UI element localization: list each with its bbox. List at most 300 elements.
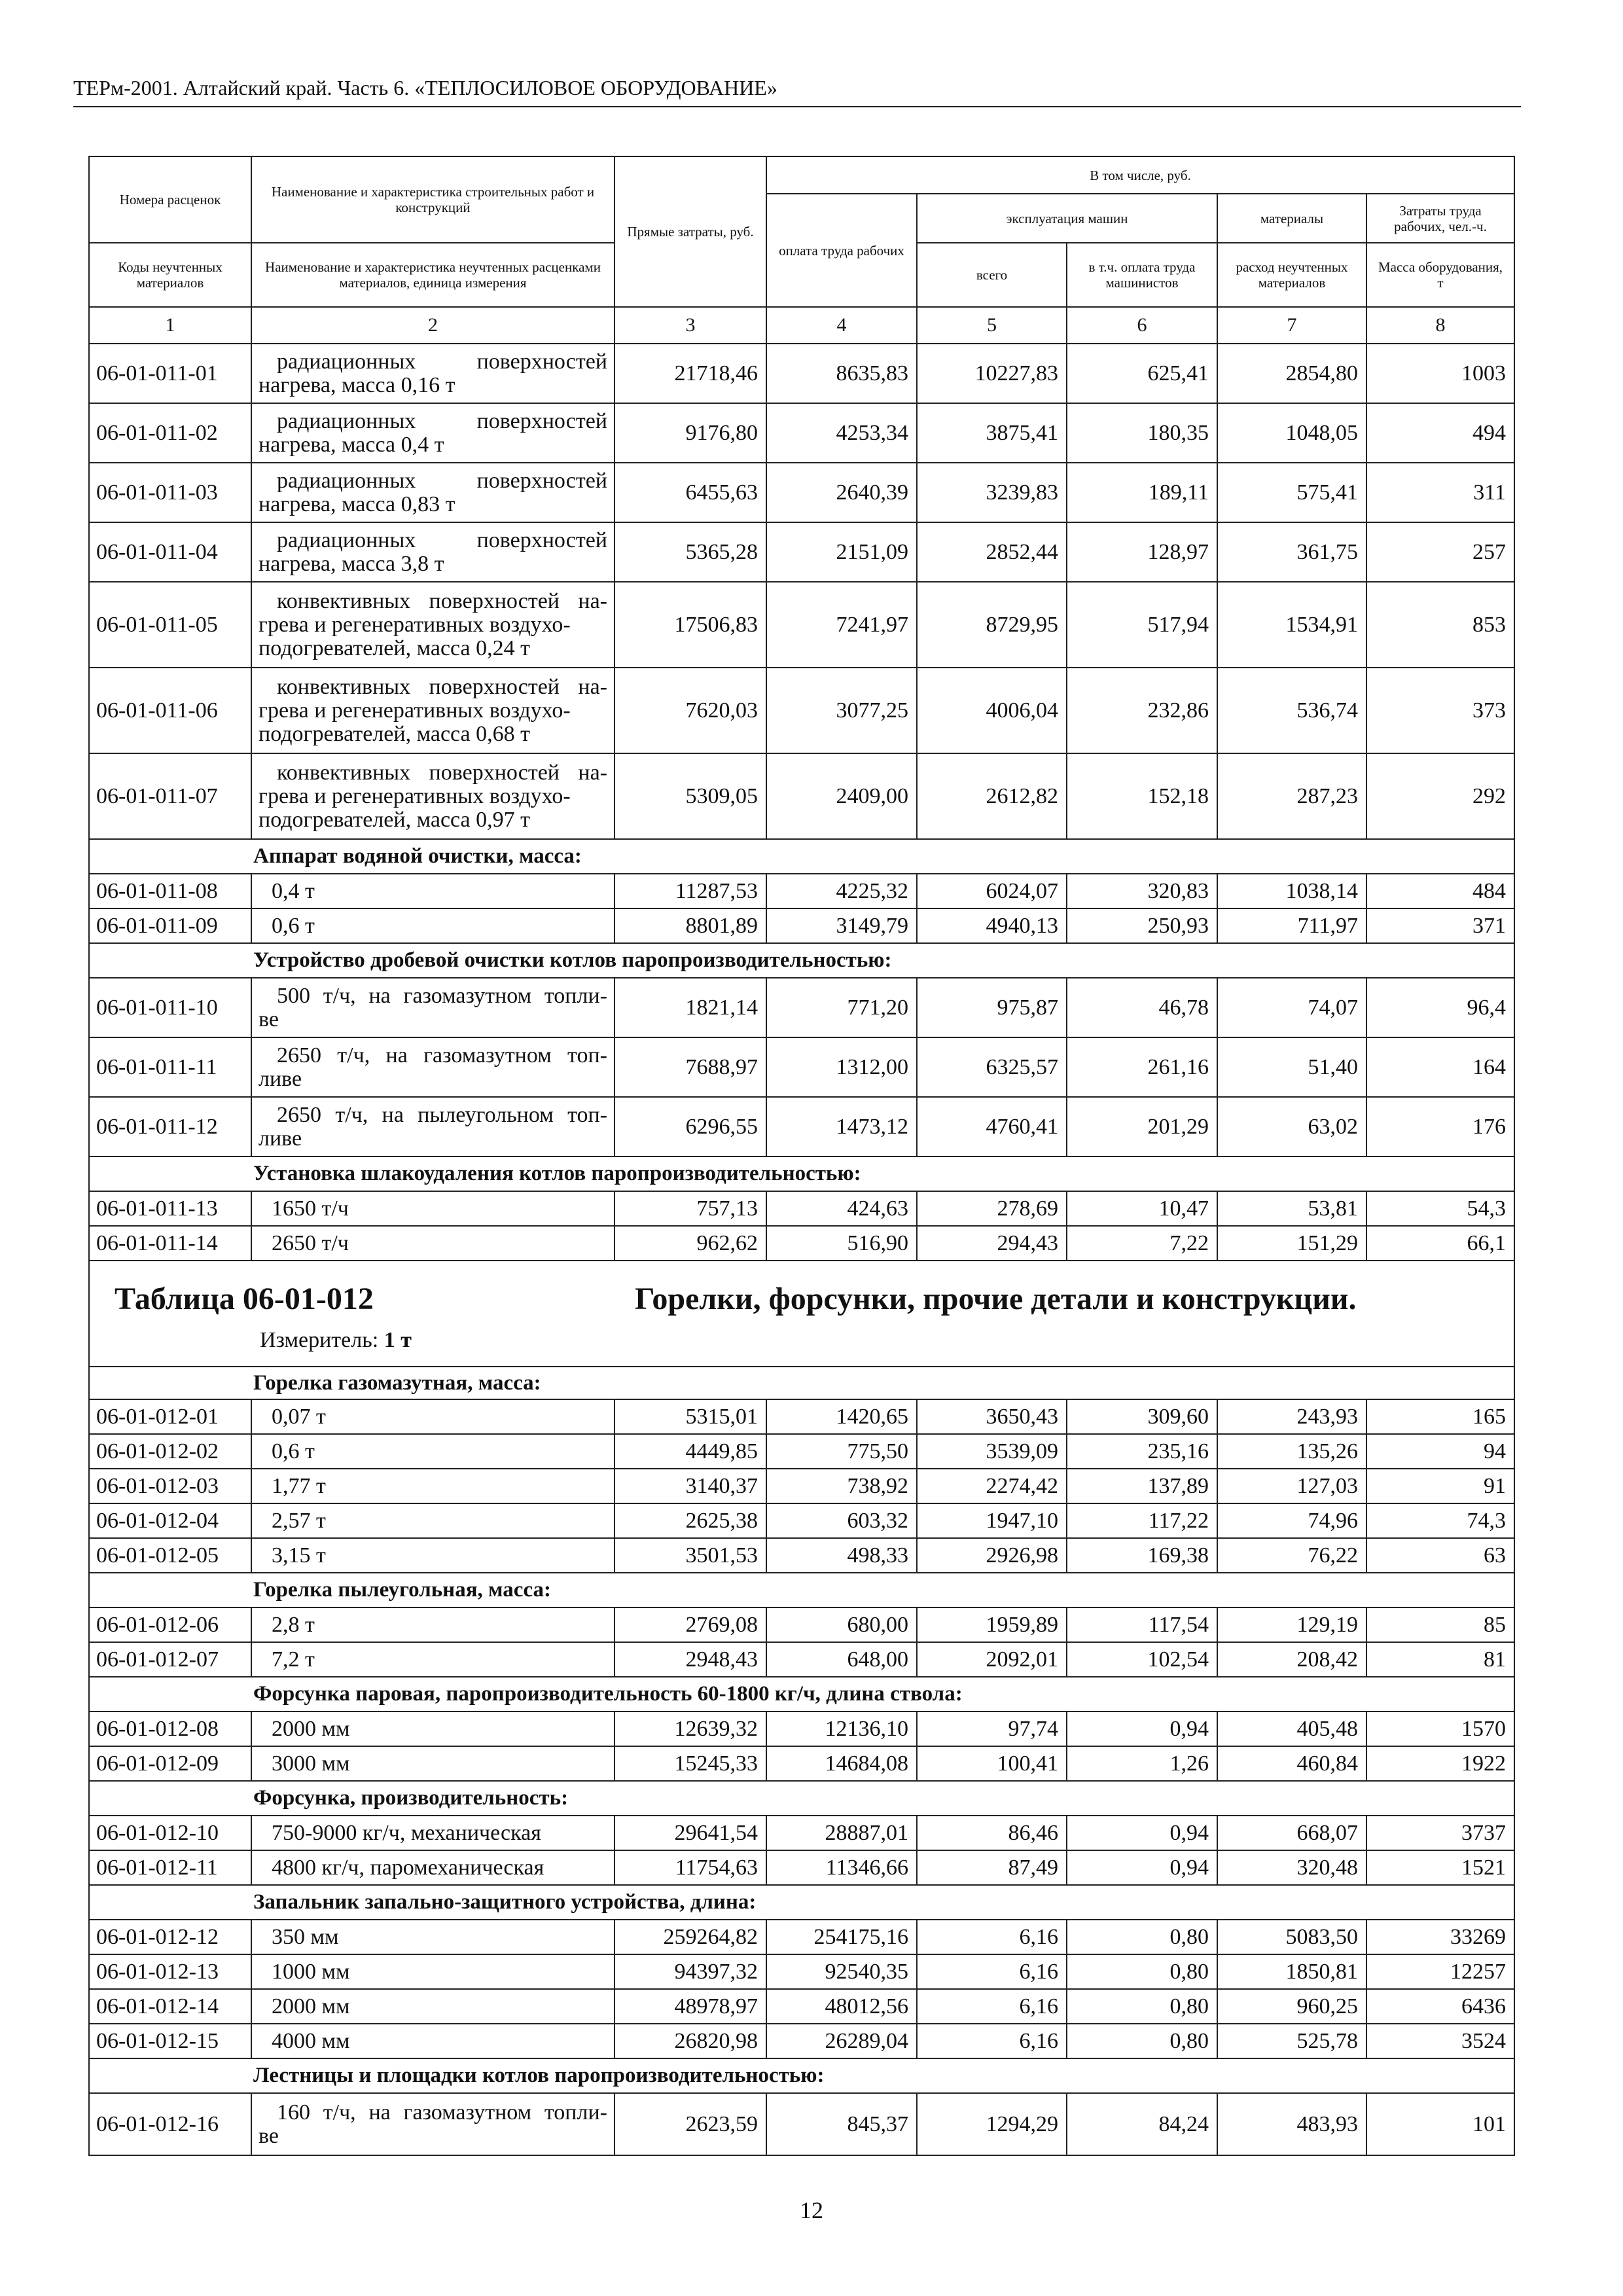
rate-name: 0,07 т bbox=[251, 1399, 615, 1434]
rate-name: 0,6 т bbox=[251, 1434, 615, 1469]
rate-code: 06-01-012-12 bbox=[89, 1920, 251, 1954]
rate-code: 06-01-012-07 bbox=[89, 1642, 251, 1677]
cell-value: 63,02 bbox=[1217, 1097, 1366, 1157]
cell-value: 309,60 bbox=[1067, 1399, 1217, 1434]
rate-name-line: конвективных поверхностей на- bbox=[277, 588, 607, 613]
header-material-names: Наименование и характеристика неучтенных расценками материалов, единица измерения bbox=[251, 243, 615, 307]
rate-code: 06-01-011-08 bbox=[89, 874, 251, 908]
cell-value: 0,94 bbox=[1067, 1712, 1217, 1746]
cell-value: 603,32 bbox=[766, 1503, 917, 1538]
group-heading: Установка шлакоудаления котлов паропроизводительностью: bbox=[89, 1157, 1514, 1191]
header-machines-total: всего bbox=[917, 243, 1067, 307]
cell-value: 26820,98 bbox=[615, 2024, 766, 2058]
col-number: 8 bbox=[1366, 307, 1514, 344]
cell-value: 6024,07 bbox=[917, 874, 1067, 908]
cell-value: 0,94 bbox=[1067, 1816, 1217, 1850]
cell-value: 373 bbox=[1366, 668, 1514, 753]
cell-value: 292 bbox=[1366, 753, 1514, 839]
cell-value: 4006,04 bbox=[917, 668, 1067, 753]
rate-name bbox=[251, 522, 615, 582]
table-row bbox=[89, 1434, 1514, 1469]
cell-value: 7,22 bbox=[1067, 1226, 1217, 1261]
table-row bbox=[89, 908, 1514, 943]
header-machinists-pay: в т.ч. оплата труда машинистов bbox=[1067, 243, 1217, 307]
rate-code: 06-01-011-02 bbox=[89, 403, 251, 463]
cell-value: 81 bbox=[1366, 1642, 1514, 1677]
cell-value: 91 bbox=[1366, 1469, 1514, 1503]
cell-value: 151,29 bbox=[1217, 1226, 1366, 1261]
cell-value: 6436 bbox=[1366, 1989, 1514, 2024]
cell-value: 625,41 bbox=[1067, 344, 1217, 403]
table-row bbox=[89, 1816, 1514, 1850]
cell-value: 5083,50 bbox=[1217, 1920, 1366, 1954]
rate-code: 06-01-012-15 bbox=[89, 2024, 251, 2058]
cell-value: 845,37 bbox=[766, 2093, 917, 2155]
cell-value: 12257 bbox=[1366, 1954, 1514, 1989]
table-row bbox=[89, 1746, 1514, 1781]
cell-value: 516,90 bbox=[766, 1226, 917, 1261]
cell-value: 0,80 bbox=[1067, 1954, 1217, 1989]
cell-value: 1294,29 bbox=[917, 2093, 1067, 2155]
rates-table bbox=[88, 156, 1515, 2156]
col-number: 2 bbox=[251, 307, 615, 344]
cell-value: 1922 bbox=[1366, 1746, 1514, 1781]
cell-value: 10,47 bbox=[1067, 1191, 1217, 1226]
cell-value: 54,3 bbox=[1366, 1191, 1514, 1226]
cell-value: 66,1 bbox=[1366, 1226, 1514, 1261]
cell-value: 63 bbox=[1366, 1538, 1514, 1573]
rate-code: 06-01-011-12 bbox=[89, 1097, 251, 1157]
cell-value: 243,93 bbox=[1217, 1399, 1366, 1434]
rate-name-line: 2650 т/ч, на пылеугольном топ- bbox=[277, 1102, 607, 1127]
table-row bbox=[89, 1850, 1514, 1885]
cell-value: 26289,04 bbox=[766, 2024, 917, 2058]
col-number: 7 bbox=[1217, 307, 1366, 344]
table-row bbox=[89, 2093, 1514, 2155]
cell-value: 1,26 bbox=[1067, 1746, 1217, 1781]
cell-value: 102,54 bbox=[1067, 1642, 1217, 1677]
rate-name-line: конвективных поверхностей на- bbox=[277, 760, 607, 785]
cell-value: 6,16 bbox=[917, 1989, 1067, 2024]
cell-value: 0,80 bbox=[1067, 1920, 1217, 1954]
cell-value: 7620,03 bbox=[615, 668, 766, 753]
cell-value: 1038,14 bbox=[1217, 874, 1366, 908]
cell-value: 2854,80 bbox=[1217, 344, 1366, 403]
rate-code: 06-01-011-10 bbox=[89, 978, 251, 1037]
cell-value: 361,75 bbox=[1217, 522, 1366, 582]
table-row bbox=[89, 1642, 1514, 1677]
rate-code: 06-01-011-06 bbox=[89, 668, 251, 753]
table-section-heading bbox=[89, 1261, 1514, 1367]
table-row bbox=[89, 1954, 1514, 1989]
cell-value: 1570 bbox=[1366, 1712, 1514, 1746]
table-row bbox=[89, 1989, 1514, 2024]
rate-name-line: ве bbox=[259, 1007, 279, 1031]
cell-value: 294,43 bbox=[917, 1226, 1067, 1261]
cell-value: 2852,44 bbox=[917, 522, 1067, 582]
cell-value: 738,92 bbox=[766, 1469, 917, 1503]
rate-name: 1000 мм bbox=[251, 1954, 615, 1989]
cell-value: 648,00 bbox=[766, 1642, 917, 1677]
cell-value: 680,00 bbox=[766, 1607, 917, 1642]
cell-value: 1420,65 bbox=[766, 1399, 917, 1434]
table-row bbox=[89, 522, 1514, 582]
rate-code: 06-01-012-10 bbox=[89, 1816, 251, 1850]
table-row bbox=[89, 1191, 1514, 1226]
rate-name-line: ве bbox=[259, 2123, 279, 2148]
cell-value: 176 bbox=[1366, 1097, 1514, 1157]
group-heading: Запальник запально-защитного устройства, длина: bbox=[89, 1885, 1514, 1920]
cell-value: 2274,42 bbox=[917, 1469, 1067, 1503]
cell-value: 975,87 bbox=[917, 978, 1067, 1037]
cell-value: 3524 bbox=[1366, 2024, 1514, 2058]
cell-value: 484 bbox=[1366, 874, 1514, 908]
cell-value: 3539,09 bbox=[917, 1434, 1067, 1469]
cell-value: 5365,28 bbox=[615, 522, 766, 582]
table-row bbox=[89, 1097, 1514, 1157]
col-number: 3 bbox=[615, 307, 766, 344]
rate-code: 06-01-012-02 bbox=[89, 1434, 251, 1469]
rate-name: 3,15 т bbox=[251, 1538, 615, 1573]
cell-value: 257 bbox=[1366, 522, 1514, 582]
rate-name: 750-9000 кг/ч, механическая bbox=[251, 1816, 615, 1850]
cell-value: 208,42 bbox=[1217, 1642, 1366, 1677]
group-heading: Горелка пылеугольная, масса: bbox=[89, 1573, 1514, 1607]
cell-value: 575,41 bbox=[1217, 463, 1366, 522]
cell-value: 3737 bbox=[1366, 1816, 1514, 1850]
rate-name: 2000 мм bbox=[251, 1989, 615, 2024]
group-heading: Горелка газомазутная, масса: bbox=[89, 1367, 1514, 1399]
rate-code: 06-01-011-14 bbox=[89, 1226, 251, 1261]
cell-value: 2612,82 bbox=[917, 753, 1067, 839]
rate-name: 1,77 т bbox=[251, 1469, 615, 1503]
cell-value: 259264,82 bbox=[615, 1920, 766, 1954]
cell-value: 4253,34 bbox=[766, 403, 917, 463]
cell-value: 287,23 bbox=[1217, 753, 1366, 839]
rate-name-line: 500 т/ч, на газомазутном топли- bbox=[277, 983, 607, 1008]
cell-value: 711,97 bbox=[1217, 908, 1366, 943]
cell-value: 48012,56 bbox=[766, 1989, 917, 2024]
cell-value: 28887,01 bbox=[766, 1816, 917, 1850]
rate-name-line: нагрева, масса 0,16 т bbox=[259, 372, 455, 397]
unit-value: 1 т bbox=[383, 1328, 412, 1352]
table-row bbox=[89, 1503, 1514, 1538]
cell-value: 4225,32 bbox=[766, 874, 917, 908]
header-direct-costs: Прямые затраты, руб. bbox=[615, 156, 766, 307]
cell-value: 3650,43 bbox=[917, 1399, 1067, 1434]
cell-value: 536,74 bbox=[1217, 668, 1366, 753]
cell-value: 5315,01 bbox=[615, 1399, 766, 1434]
cell-value: 135,26 bbox=[1217, 1434, 1366, 1469]
cell-value: 10227,83 bbox=[917, 344, 1067, 403]
table-row bbox=[89, 1399, 1514, 1434]
cell-value: 51,40 bbox=[1217, 1037, 1366, 1097]
group-heading: Форсунка паровая, паропроизводительность 60-1800 кг/ч, длина ствола: bbox=[89, 1677, 1514, 1712]
cell-value: 757,13 bbox=[615, 1191, 766, 1226]
rate-code: 06-01-012-06 bbox=[89, 1607, 251, 1642]
cell-value: 152,18 bbox=[1067, 753, 1217, 839]
cell-value: 11346,66 bbox=[766, 1850, 917, 1885]
table-row bbox=[89, 1538, 1514, 1573]
rate-name bbox=[251, 1097, 615, 1157]
unit-label: Измеритель: bbox=[260, 1328, 379, 1352]
rate-code: 06-01-012-01 bbox=[89, 1399, 251, 1434]
cell-value: 483,93 bbox=[1217, 2093, 1366, 2155]
cell-value: 6,16 bbox=[917, 1954, 1067, 1989]
cell-value: 254175,16 bbox=[766, 1920, 917, 1954]
cell-value: 962,62 bbox=[615, 1226, 766, 1261]
rate-name: 1650 т/ч bbox=[251, 1191, 615, 1226]
rate-name: 2,8 т bbox=[251, 1607, 615, 1642]
cell-value: 2409,00 bbox=[766, 753, 917, 839]
rate-code: 06-01-011-09 bbox=[89, 908, 251, 943]
cell-value: 94 bbox=[1366, 1434, 1514, 1469]
rate-name-line: 2650 т/ч, на газомазутном топ- bbox=[277, 1043, 607, 1067]
cell-value: 4940,13 bbox=[917, 908, 1067, 943]
cell-value: 129,19 bbox=[1217, 1607, 1366, 1642]
group-heading: Форсунка, производительность: bbox=[89, 1781, 1514, 1816]
rate-name bbox=[251, 403, 615, 463]
cell-value: 128,97 bbox=[1067, 522, 1217, 582]
table-row bbox=[89, 1226, 1514, 1261]
cell-value: 87,49 bbox=[917, 1850, 1067, 1885]
cell-value: 117,22 bbox=[1067, 1503, 1217, 1538]
table-row bbox=[89, 463, 1514, 522]
cell-value: 92540,35 bbox=[766, 1954, 917, 1989]
rate-name bbox=[251, 753, 615, 839]
cell-value: 101 bbox=[1366, 2093, 1514, 2155]
rate-name-line: подогревателей, масса 0,97 т bbox=[259, 807, 530, 832]
group-heading: Лестницы и площадки котлов паропроизводительностью: bbox=[89, 2058, 1514, 2093]
rate-name-line: грева и регенеративных воздухо- bbox=[259, 612, 571, 637]
rate-code: 06-01-012-13 bbox=[89, 1954, 251, 1989]
cell-value: 100,41 bbox=[917, 1746, 1067, 1781]
rate-code: 06-01-012-14 bbox=[89, 1989, 251, 2024]
rate-code: 06-01-012-04 bbox=[89, 1503, 251, 1538]
cell-value: 311 bbox=[1366, 463, 1514, 522]
cell-value: 3501,53 bbox=[615, 1538, 766, 1573]
rate-code: 06-01-011-01 bbox=[89, 344, 251, 403]
header-labor-hours: Затраты труда рабочих, чел.-ч. bbox=[1366, 194, 1514, 243]
cell-value: 6296,55 bbox=[615, 1097, 766, 1157]
rate-name bbox=[251, 978, 615, 1037]
rate-name-line: 160 т/ч, на газомазутном топли- bbox=[277, 2100, 607, 2125]
cell-value: 1003 bbox=[1366, 344, 1514, 403]
cell-value: 278,69 bbox=[917, 1191, 1067, 1226]
rate-name bbox=[251, 582, 615, 668]
cell-value: 1048,05 bbox=[1217, 403, 1366, 463]
rate-name: 0,6 т bbox=[251, 908, 615, 943]
rate-name-line: нагрева, масса 0,4 т bbox=[259, 432, 444, 457]
cell-value: 1521 bbox=[1366, 1850, 1514, 1885]
cell-value: 371 bbox=[1366, 908, 1514, 943]
rate-name bbox=[251, 1037, 615, 1097]
rate-name bbox=[251, 344, 615, 403]
group-heading: Аппарат водяной очистки, масса: bbox=[89, 839, 1514, 874]
cell-value: 48978,97 bbox=[615, 1989, 766, 2024]
cell-value: 3239,83 bbox=[917, 463, 1067, 522]
cell-value: 2926,98 bbox=[917, 1538, 1067, 1573]
cell-value: 74,07 bbox=[1217, 978, 1366, 1037]
cell-value: 74,96 bbox=[1217, 1503, 1366, 1538]
cell-value: 84,24 bbox=[1067, 2093, 1217, 2155]
cell-value: 12136,10 bbox=[766, 1712, 917, 1746]
cell-value: 2151,09 bbox=[766, 522, 917, 582]
cell-value: 7241,97 bbox=[766, 582, 917, 668]
cell-value: 460,84 bbox=[1217, 1746, 1366, 1781]
header-materials-consumption: расход неучтенных материалов bbox=[1217, 243, 1366, 307]
rate-code: 06-01-012-11 bbox=[89, 1850, 251, 1885]
cell-value: 9176,80 bbox=[615, 403, 766, 463]
table-row bbox=[89, 1712, 1514, 1746]
cell-value: 2948,43 bbox=[615, 1642, 766, 1677]
cell-value: 261,16 bbox=[1067, 1037, 1217, 1097]
cell-value: 1821,14 bbox=[615, 978, 766, 1037]
cell-value: 1534,91 bbox=[1217, 582, 1366, 668]
cell-value: 180,35 bbox=[1067, 403, 1217, 463]
cell-value: 15245,33 bbox=[615, 1746, 766, 1781]
cell-value: 0,94 bbox=[1067, 1850, 1217, 1885]
rate-name-line: грева и регенеративных воздухо- bbox=[259, 698, 571, 723]
cell-value: 320,48 bbox=[1217, 1850, 1366, 1885]
cell-value: 33269 bbox=[1366, 1920, 1514, 1954]
cell-value: 235,16 bbox=[1067, 1434, 1217, 1469]
cell-value: 517,94 bbox=[1067, 582, 1217, 668]
col-number: 5 bbox=[917, 307, 1067, 344]
rate-name: 2,57 т bbox=[251, 1503, 615, 1538]
rate-code: 06-01-011-04 bbox=[89, 522, 251, 582]
table-row bbox=[89, 1037, 1514, 1097]
rate-name-line: радиационных поверхностей bbox=[277, 528, 607, 552]
rate-name bbox=[251, 668, 615, 753]
table-row bbox=[89, 582, 1514, 668]
cell-value: 3140,37 bbox=[615, 1469, 766, 1503]
page-number: 12 bbox=[800, 2197, 823, 2223]
cell-value: 8729,95 bbox=[917, 582, 1067, 668]
table-row bbox=[89, 344, 1514, 403]
rate-name-line: ливе bbox=[259, 1066, 302, 1091]
cell-value: 8801,89 bbox=[615, 908, 766, 943]
col-number: 6 bbox=[1067, 307, 1217, 344]
cell-value: 6325,57 bbox=[917, 1037, 1067, 1097]
header-equipment-mass: Масса оборудования, т bbox=[1366, 243, 1514, 307]
cell-value: 12639,32 bbox=[615, 1712, 766, 1746]
cell-value: 1959,89 bbox=[917, 1607, 1067, 1642]
cell-value: 165 bbox=[1366, 1399, 1514, 1434]
cell-value: 5309,05 bbox=[615, 753, 766, 839]
header-machines: эксплуатация машин bbox=[917, 194, 1217, 243]
cell-value: 250,93 bbox=[1067, 908, 1217, 943]
page-header: ТЕРм-2001. Алтайский край. Часть 6. «ТЕПЛОСИЛОВОЕ ОБОРУДОВАНИЕ» bbox=[73, 73, 1521, 107]
cell-value: 85 bbox=[1366, 1607, 1514, 1642]
cell-value: 3077,25 bbox=[766, 668, 917, 753]
cell-value: 17506,83 bbox=[615, 582, 766, 668]
cell-value: 498,33 bbox=[766, 1538, 917, 1573]
table-row bbox=[89, 2024, 1514, 2058]
rate-name-line: конвективных поверхностей на- bbox=[277, 674, 607, 699]
cell-value: 96,4 bbox=[1366, 978, 1514, 1037]
rate-code: 06-01-011-13 bbox=[89, 1191, 251, 1226]
rate-name: 2000 мм bbox=[251, 1712, 615, 1746]
cell-value: 21718,46 bbox=[615, 344, 766, 403]
cell-value: 29641,54 bbox=[615, 1816, 766, 1850]
table-row bbox=[89, 978, 1514, 1037]
rate-code: 06-01-012-05 bbox=[89, 1538, 251, 1573]
rate-name-line: ливе bbox=[259, 1126, 302, 1151]
cell-value: 2092,01 bbox=[917, 1642, 1067, 1677]
table-row bbox=[89, 403, 1514, 463]
unit-line bbox=[260, 1328, 412, 1353]
cell-value: 46,78 bbox=[1067, 978, 1217, 1037]
header-materials: материалы bbox=[1217, 194, 1366, 243]
cell-value: 525,78 bbox=[1217, 2024, 1366, 2058]
cell-value: 1473,12 bbox=[766, 1097, 917, 1157]
cell-value: 53,81 bbox=[1217, 1191, 1366, 1226]
table-row bbox=[89, 1469, 1514, 1503]
cell-value: 137,89 bbox=[1067, 1469, 1217, 1503]
cell-value: 97,74 bbox=[917, 1712, 1067, 1746]
rate-code: 06-01-011-07 bbox=[89, 753, 251, 839]
cell-value: 3875,41 bbox=[917, 403, 1067, 463]
rate-name-line: нагрева, масса 3,8 т bbox=[259, 551, 444, 576]
cell-value: 1947,10 bbox=[917, 1503, 1067, 1538]
rate-code: 06-01-011-05 bbox=[89, 582, 251, 668]
rate-name-line: подогревателей, масса 0,24 т bbox=[259, 636, 530, 660]
cell-value: 960,25 bbox=[1217, 1989, 1366, 2024]
rate-name: 7,2 т bbox=[251, 1642, 615, 1677]
cell-value: 117,54 bbox=[1067, 1607, 1217, 1642]
cell-value: 853 bbox=[1366, 582, 1514, 668]
col-number: 4 bbox=[766, 307, 917, 344]
cell-value: 76,22 bbox=[1217, 1538, 1366, 1573]
cell-value: 1312,00 bbox=[766, 1037, 917, 1097]
header-rate-numbers: Номера расценок bbox=[89, 156, 251, 243]
cell-value: 6455,63 bbox=[615, 463, 766, 522]
cell-value: 775,50 bbox=[766, 1434, 917, 1469]
rate-code: 06-01-012-16 bbox=[89, 2093, 251, 2155]
rate-code: 06-01-011-03 bbox=[89, 463, 251, 522]
cell-value: 7688,97 bbox=[615, 1037, 766, 1097]
rate-code: 06-01-012-08 bbox=[89, 1712, 251, 1746]
cell-value: 169,38 bbox=[1067, 1538, 1217, 1573]
cell-value: 8635,83 bbox=[766, 344, 917, 403]
rate-name-line: грева и регенеративных воздухо- bbox=[259, 783, 571, 808]
cell-value: 2769,08 bbox=[615, 1607, 766, 1642]
cell-value: 14684,08 bbox=[766, 1746, 917, 1781]
cell-value: 189,11 bbox=[1067, 463, 1217, 522]
rate-name-line: радиационных поверхностей bbox=[277, 468, 607, 493]
rate-code: 06-01-011-11 bbox=[89, 1037, 251, 1097]
rate-name bbox=[251, 463, 615, 522]
col-number: 1 bbox=[89, 307, 251, 344]
rate-name: 3000 мм bbox=[251, 1746, 615, 1781]
rate-name-line: радиационных поверхностей bbox=[277, 408, 607, 433]
cell-value: 127,03 bbox=[1217, 1469, 1366, 1503]
cell-value: 1850,81 bbox=[1217, 1954, 1366, 1989]
rate-name-line: подогревателей, масса 0,68 т bbox=[259, 721, 530, 746]
rate-name: 2650 т/ч bbox=[251, 1226, 615, 1261]
cell-value: 668,07 bbox=[1217, 1816, 1366, 1850]
cell-value: 232,86 bbox=[1067, 668, 1217, 753]
table-row bbox=[89, 668, 1514, 753]
cell-value: 320,83 bbox=[1067, 874, 1217, 908]
table-row bbox=[89, 753, 1514, 839]
cell-value: 494 bbox=[1366, 403, 1514, 463]
rate-name-line: радиационных поверхностей bbox=[277, 349, 607, 374]
cell-value: 2625,38 bbox=[615, 1503, 766, 1538]
table-title: Горелки, форсунки, прочие детали и конструкции. bbox=[635, 1282, 1357, 1316]
cell-value: 201,29 bbox=[1067, 1097, 1217, 1157]
